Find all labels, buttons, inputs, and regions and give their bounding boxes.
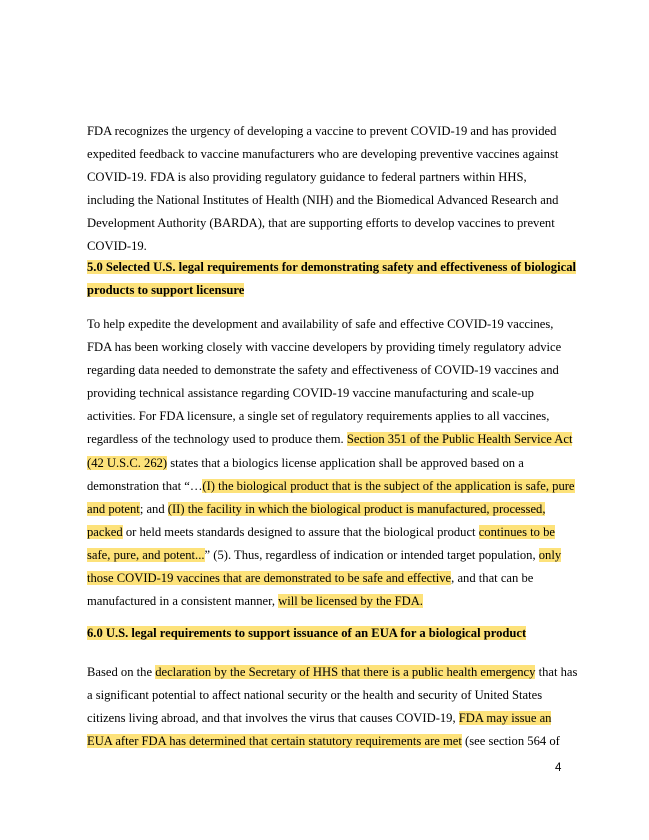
text-line: FDA has been working closely with vaccine developers by providing timely regulatory advice (87, 340, 562, 355)
highlight: will be licensed by the FDA. (278, 594, 423, 609)
text-line (87, 428, 577, 451)
text-line: expedited feedback to vaccine manufacturers who are developing preventive vaccines against (87, 147, 559, 162)
highlight: declaration by the Secretary of HHS that there is a public health emergency (155, 665, 536, 679)
text-segment: states that a biologics license application shall be approved based on a (167, 455, 524, 470)
text-line (87, 544, 577, 567)
text-segment: , and that can be (451, 571, 534, 586)
paragraph-fda-urgency (87, 120, 577, 259)
section-6-heading (87, 622, 577, 645)
text-segment: citizens living abroad, and that involves the virus that causes COVID-19, (87, 711, 459, 726)
highlight: safe, pure, and potent... (87, 547, 205, 562)
text-line (87, 498, 577, 521)
text-line (87, 707, 577, 730)
highlight: products to support licensure (87, 283, 245, 298)
text-line (87, 661, 577, 684)
text-line: COVID-19. FDA is also providing regulatory guidance to federal partners within HHS, (87, 170, 527, 185)
text-line: COVID-19. (87, 239, 147, 254)
text-line: To help expedite the development and availability of safe and effective COVID-19 vaccines, (87, 317, 554, 331)
highlight: those COVID-19 vaccines that are demonstrated to be safe and effective (87, 571, 452, 586)
text-line (87, 452, 577, 475)
highlight: EUA after FDA has determined that certain statutory requirements are met (87, 734, 462, 749)
text-segment: ” (5). Thus, regardless of indication or intended target population, (204, 547, 539, 562)
highlight: (I) the biological product that is the subject of the application is safe, pure (202, 478, 575, 493)
text-line: Development Authority (BARDA), that are supporting efforts to develop vaccines to prevent (87, 216, 555, 231)
text-segment: Based on the (87, 665, 156, 679)
text-line: activities. For FDA licensure, a single set of regulatory requirements applies to all vaccines, (87, 409, 550, 424)
text-line (87, 475, 577, 498)
highlight: 6.0 U.S. legal requirements to support issuance of an EUA for a biological product (87, 626, 527, 640)
text-line (87, 730, 577, 753)
heading-line (87, 622, 577, 645)
paragraph-licensure-requirements (87, 313, 577, 613)
highlight: 5.0 Selected U.S. legal requirements for demonstrating safety and effectiveness of biological (87, 260, 576, 274)
text-line: a significant potential to affect national security or the health and security of United States (87, 688, 543, 703)
highlight: (42 U.S.C. 262) (87, 455, 168, 470)
text-line: providing technical assistance regarding COVID-19 vaccine manufacturing and scale-up (87, 386, 534, 401)
text-line: including the National Institutes of Health (NIH) and the Biomedical Advanced Research and (87, 193, 559, 208)
text-line (87, 521, 577, 544)
text-line (87, 590, 577, 613)
heading-line (87, 256, 577, 279)
text-line: regarding data needed to demonstrate the safety and effectiveness of COVID-19 vaccines and (87, 363, 559, 378)
highlight: only (538, 547, 562, 562)
text-segment: manufactured in a consistent manner, (87, 594, 279, 609)
highlight: continues to be (478, 524, 555, 539)
text-segment: demonstration that “… (87, 478, 203, 493)
highlight: and potent (87, 501, 140, 516)
text-segment: regardless of the technology used to produce them. (87, 432, 347, 447)
highlight: FDA may issue an (458, 711, 552, 726)
section-5-heading (87, 256, 577, 302)
heading-line (87, 279, 577, 302)
page-number: 4 (555, 762, 562, 774)
text-segment: or held meets standards designed to assure that the biological product (122, 524, 479, 539)
text-segment: (see section 564 of (461, 734, 560, 749)
text-segment: ; and (139, 501, 168, 516)
highlight: (II) the facility in which the biological product is manufactured, processed, (167, 501, 546, 516)
text-line (87, 567, 577, 590)
text-segment: that has (535, 665, 578, 679)
highlight: packed (87, 524, 123, 539)
text-line: FDA recognizes the urgency of developing a vaccine to prevent COVID-19 and has provided (87, 124, 557, 138)
highlight: Section 351 of the Public Health Service Act (346, 432, 573, 447)
paragraph-eua-issuance (87, 661, 577, 753)
